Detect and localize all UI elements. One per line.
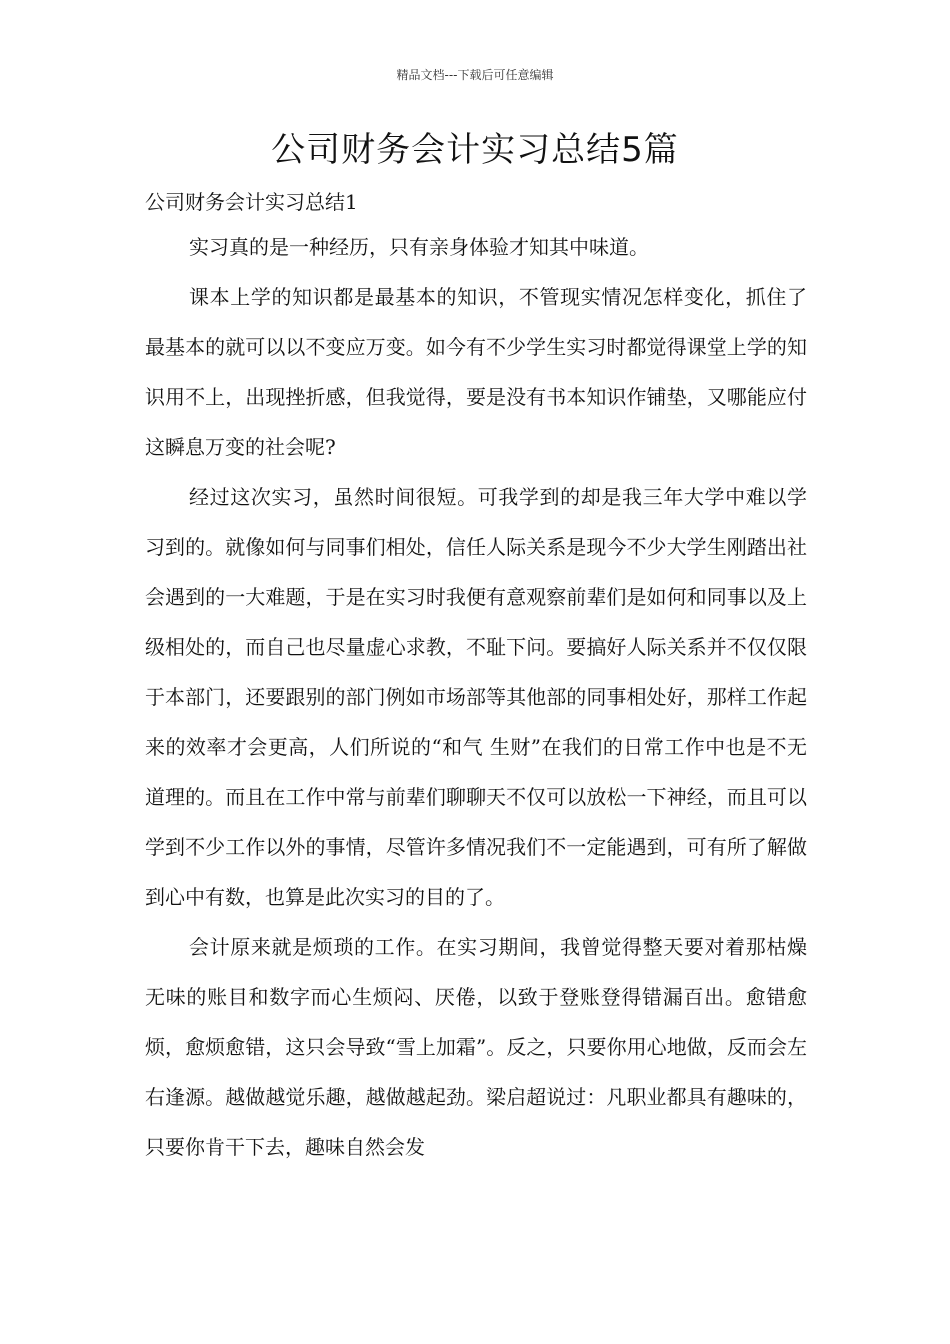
page-header-note: 精品文档---下载后可任意编辑: [396, 68, 554, 82]
paragraph-4: 会计原来就是烦琐的工作。在实习期间，我曾觉得整天要对着那枯燥无味的账目和数字而心生烦闷、厌倦，以致于登账登得错漏百出。愈错愈烦，愈烦愈错，这只会导致“雪上加霜”。反之，只要你用心地做，反而会左右逢源。越做越觉乐趣，越做越起劲。梁启超说过：凡职业都具有趣味的，只要你肯干下去，趣味自然会发: [145, 935, 807, 1159]
paragraph-3: 经过这次实习，虽然时间很短。可我学到的却是我三年大学中难以学习到的。就像如何与同事们相处，信任人际关系是现今不少大学生刚踏出社会遇到的一大难题，于是在实习时我便有意观察前辈们是如何和同事以及上级相处的，而自己也尽量虚心求教，不耻下问。要搞好人际关系并不仅仅限于本部门，还要跟别的部门例如市场部等其他部的同事相处好，那样工作起来的效率才会更高，人们所说的“和气 生财”在我们的日常工作中也是不无道理的。而且在工作中常与前辈们聊聊天不仅可以放松一下神经，而且可以学到不少工作以外的事情，尽管许多情况我们不一定能遇到，可有所了解做到心中有数，也算是此次实习的目的了。: [145, 485, 807, 909]
paragraph-1: 实习真的是一种经历，只有亲身体验才知其中味道。: [189, 235, 649, 259]
section-heading: 公司财务会计实习总结1: [145, 190, 358, 214]
paragraph-2: 课本上学的知识都是最基本的知识，不管现实情况怎样变化，抓住了最基本的就可以以不变应万变。如今有不少学生实习时都觉得课堂上学的知识用不上，出现挫折感，但我觉得，要是没有书本知识作铺垫，又哪能应付这瞬息万变的社会呢?: [145, 285, 807, 459]
document-body: [145, 182, 807, 1172]
document-title: 公司财务会计实习总结5篇: [271, 130, 679, 170]
